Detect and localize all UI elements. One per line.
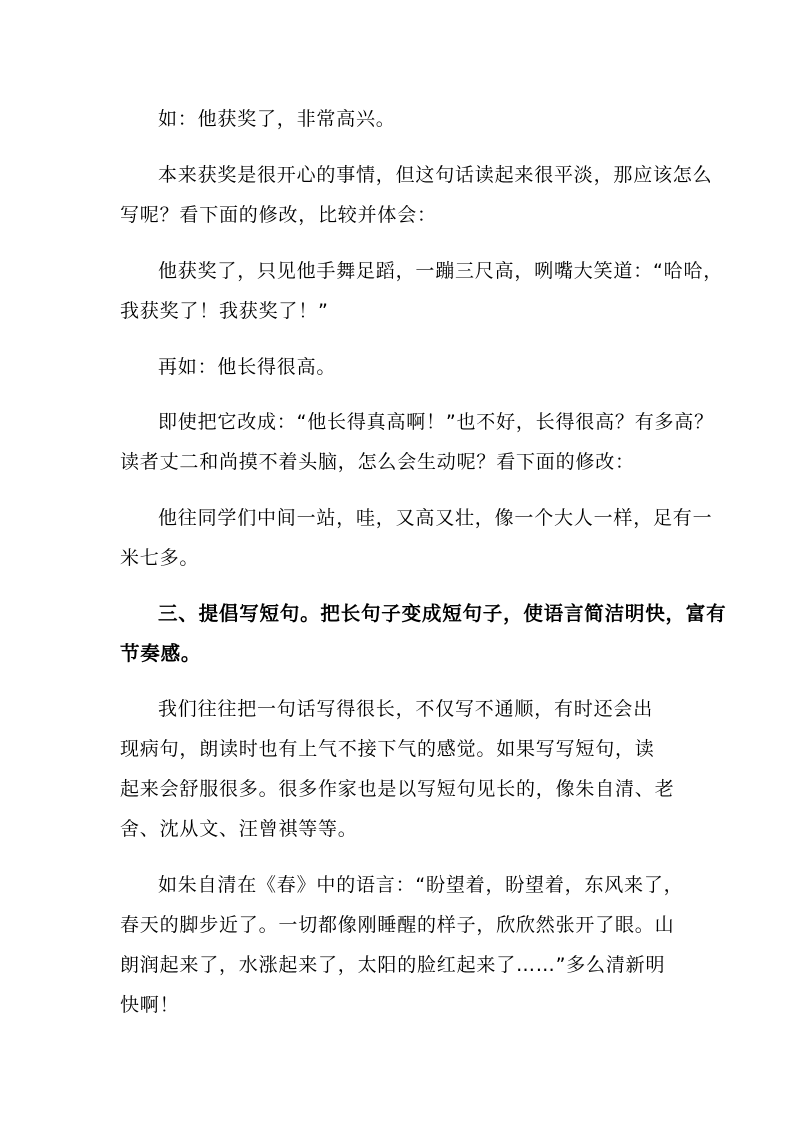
paragraph-line: 如：他获奖了，非常高兴。 [158, 108, 396, 130]
section-heading: 三、提倡写短句。把长句子变成短句子，使语言简洁明快，富有 [158, 602, 727, 625]
paragraph-line: 本来获奖是很开心的事情，但这句话读起来很平淡，那应该怎么 [158, 164, 713, 186]
paragraph-line: 如朱自清在《春》中的语言：“盼望着，盼望着，东风来了， [158, 874, 684, 896]
paragraph-line: 朗润起来了，水涨起来了，太阳的脸红起来了……”多么清新明 [120, 954, 666, 976]
paragraph-line: 读者丈二和尚摸不着头脑，怎么会生动呢？看下面的修改： [120, 451, 635, 473]
paragraph-line: 我获奖了！我获奖了！” [120, 300, 329, 322]
paragraph-line: 写呢？看下面的修改，比较并体会： [120, 204, 437, 226]
paragraph-line: 我们往往把一句话写得很长，不仅写不通顺，有时还会出 [158, 698, 654, 720]
paragraph-line: 米七多。 [120, 547, 200, 569]
paragraph-line: 即使把它改成：“他长得真高啊！”也不好，长得很高？有多高？ [158, 411, 714, 433]
paragraph-line: 他往同学们中间一站，哇，又高又壮，像一个大人一样，足有一 [158, 507, 713, 529]
paragraph-line: 舍、沈从文、汪曾祺等等。 [120, 818, 358, 840]
paragraph-line: 快啊！ [120, 994, 180, 1016]
paragraph-line: 现病句，朗读时也有上气不接下气的感觉。如果写写短句，读 [120, 738, 655, 760]
paragraph-line: 起来会舒服很多。很多作家也是以写短句见长的，像朱自清、老 [120, 778, 675, 800]
paragraph-line: 他获奖了，只见他手舞足蹈，一蹦三尺高，咧嘴大笑道：“哈哈， [158, 260, 724, 282]
paragraph-line: 再如：他长得很高。 [158, 356, 337, 378]
section-heading: 节奏感。 [120, 642, 202, 665]
paragraph-line: 春天的脚步近了。一切都像刚睡醒的样子，欣欣然张开了眼。山 [120, 914, 675, 936]
